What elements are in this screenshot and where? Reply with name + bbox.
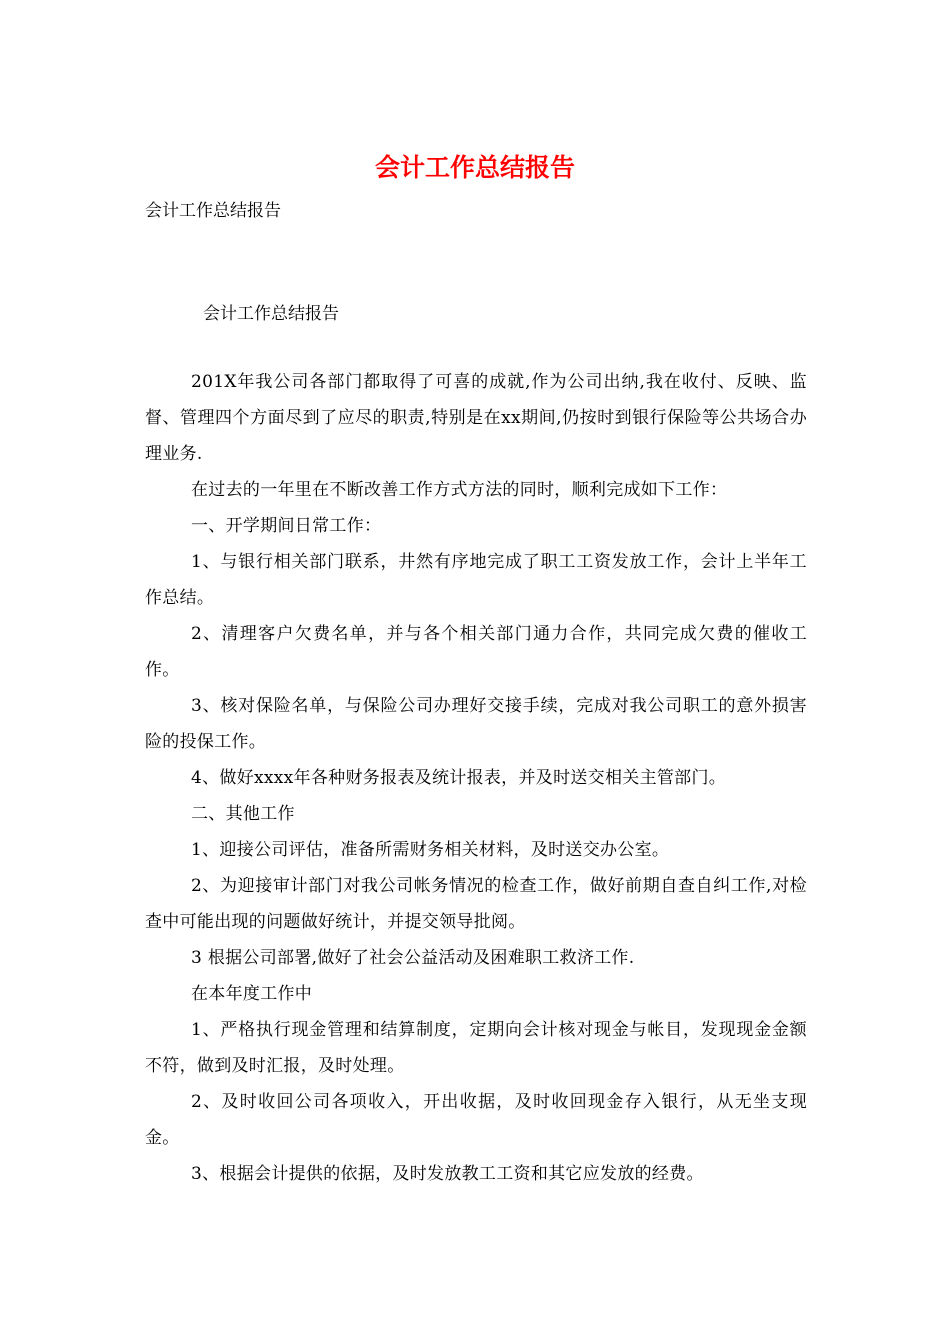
list-item: 4、做好xxxx年各种财务报表及统计报表，并及时送交相关主管部门。	[191, 768, 727, 788]
document-inner-title: 会计工作总结报告	[203, 304, 339, 324]
document-subtitle: 会计工作总结报告	[145, 201, 281, 221]
list-item: 1、严格执行现金管理和结算制度，定期向会计核对现金与帐目，发现现金金额不符，做到及时汇报，及时处理。	[145, 1020, 807, 1076]
list-item: 3、根据会计提供的依据，及时发放教工工资和其它应发放的经费。	[191, 1164, 704, 1184]
list-item: 3、核对保险名单，与保险公司办理好交接手续，完成对我公司职工的意外损害险的投保工作。	[145, 696, 807, 752]
section-heading: 在本年度工作中	[191, 984, 313, 1004]
list-item: 2、为迎接审计部门对我公司帐务情况的检查工作，做好前期自查自纠工作,对检查中可能出现的问题做好统计，并提交领导批阅。	[145, 876, 807, 932]
list-item: 2、及时收回公司各项收入，开出收据，及时收回现金存入银行，从无坐支现金。	[145, 1092, 807, 1148]
section-heading: 二、其他工作	[191, 804, 295, 824]
section-heading: 一、开学期间日常工作：	[191, 516, 382, 536]
paragraph: 201X年我公司各部门都取得了可喜的成就,作为公司出纳,我在收付、反映、监督、管理四个方面尽到了应尽的职责,特别是在xx期间,仍按时到银行保险等公共场合办理业务.	[145, 372, 807, 464]
list-item: 1、与银行相关部门联系，井然有序地完成了职工工资发放工作，会计上半年工作总结。	[145, 552, 807, 608]
document-title: 会计工作总结报告	[374, 153, 575, 182]
paragraph: 在过去的一年里在不断改善工作方式方法的同时，顺利完成如下工作：	[191, 480, 728, 500]
list-item: 3 根据公司部署,做好了社会公益活动及困难职工救济工作.	[191, 948, 635, 968]
list-item: 2、清理客户欠费名单，并与各个相关部门通力合作，共同完成欠费的催收工作。	[145, 624, 807, 680]
list-item: 1、迎接公司评估，准备所需财务相关材料，及时送交办公室。	[191, 840, 670, 860]
document-body	[145, 364, 807, 1192]
